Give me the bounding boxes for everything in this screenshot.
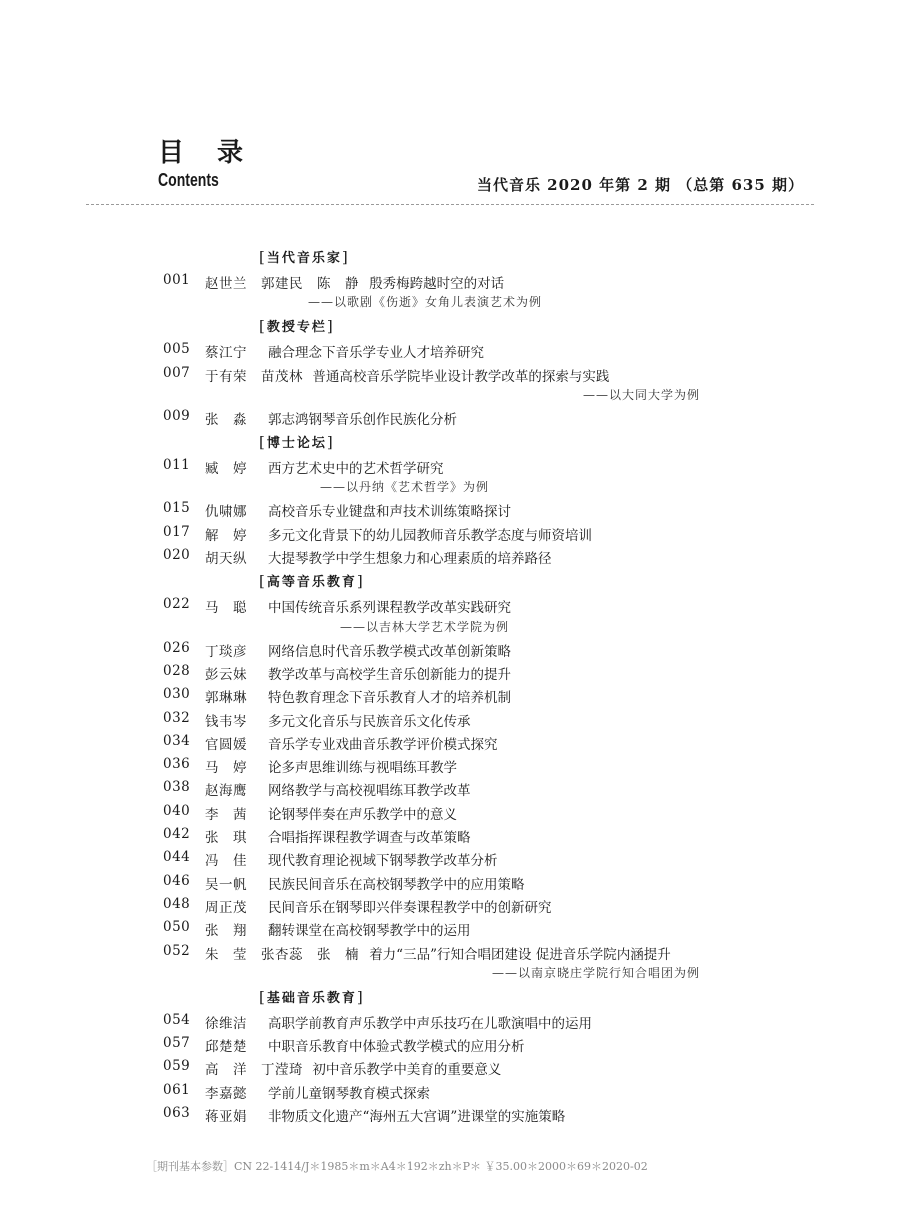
toc-entry [0, 1102, 900, 1125]
toc-entry [0, 916, 900, 939]
toc-entry [0, 1032, 900, 1055]
entry-subtitle: ——以南京晓庄学院行知合唱团为例 [491, 965, 700, 980]
entry-title: 论钢琴伴奏在声乐教学中的意义 [268, 806, 457, 823]
section-heading: [博士论坛] [259, 433, 335, 452]
entry-title: 论多声思维训练与视唱练耳教学 [268, 760, 457, 777]
page-number: 005 [163, 341, 191, 358]
page-number: 011 [163, 457, 191, 474]
toc-entry [0, 660, 900, 683]
entry-title: 多元文化背景下的幼儿园教师音乐教学态度与师资培训 [268, 527, 592, 544]
entry-authors: 于有荣 苗茂林 [205, 368, 303, 385]
footer-parameters: ［期刊基本参数］CN 22-1414/J＊1985＊m＊A4＊192＊zh＊P＊ ￥35.00＊2000＊69＊2020-02 [146, 1160, 648, 1173]
section-heading: [当代音乐家] [259, 248, 350, 266]
entry-title: 民族民间音乐在高校钢琴教学中的应用策略 [268, 876, 525, 893]
entry-subtitle: ——以吉林大学艺术学院为例 [340, 619, 510, 634]
toc-entry [0, 405, 900, 428]
entry-title: 融合理念下音乐学专业人才培养研究 [268, 345, 484, 362]
entry-authors: 吴一帆 [205, 876, 247, 893]
page-number: 020 [163, 547, 191, 564]
page-number: 032 [163, 709, 191, 726]
toc-entry [0, 1055, 900, 1078]
entry-title: 网络信息时代音乐教学模式改革创新策略 [268, 643, 511, 660]
toc-entry [0, 753, 900, 776]
entry-title: 普通高校音乐学院毕业设计教学改革的探索与实践 [312, 368, 610, 385]
table-of-contents [0, 247, 900, 1129]
entry-title: 大提琴教学中学生想象力和心理素质的培养路径 [268, 551, 552, 568]
page-number: 001 [163, 272, 191, 288]
entry-title: 中职音乐教育中体验式教学模式的应用分析 [268, 1039, 525, 1056]
page-number: 063 [163, 1105, 191, 1122]
entry-authors: 解 婷 [205, 527, 247, 544]
entry-authors: 冯 佳 [205, 853, 247, 870]
page-number: 038 [163, 779, 191, 796]
entry-title: 现代教育理论视域下钢琴教学改革分析 [268, 853, 498, 870]
toc-entry [0, 707, 900, 730]
toc-entry [0, 870, 900, 893]
entry-authors: 李嘉懿 [205, 1085, 247, 1102]
entry-subtitle: ——以歌剧《伤逝》女角儿表演艺术为例 [308, 295, 543, 310]
entry-title: 高职学前教育声乐教学中声乐技巧在儿歌演唱中的运用 [268, 1015, 592, 1032]
entry-subtitle-row [0, 292, 900, 312]
toc-entry [0, 893, 900, 916]
page-number: 048 [163, 895, 191, 912]
page-number: 007 [163, 364, 191, 381]
entry-authors: 郭琳琳 [205, 690, 247, 707]
entry-title: 多元文化音乐与民族音乐文化传承 [268, 713, 471, 730]
page-number: 036 [163, 756, 191, 773]
entry-authors: 高 洋 丁滢琦 [205, 1062, 303, 1079]
entry-subtitle: ——以大同大学为例 [582, 387, 700, 402]
entry-title: 非物质文化遗产“海州五大宫调”进课堂的实施策略 [268, 1109, 566, 1126]
entry-title: 翻转课堂在高校钢琴教学中的运用 [268, 923, 471, 940]
toc-entry [0, 800, 900, 823]
page-title-en: Contents [158, 170, 219, 190]
entry-title: 特色教育理念下音乐教育人才的培养机制 [268, 690, 511, 707]
page-number: 034 [163, 732, 191, 749]
entry-authors: 马 婷 [205, 760, 247, 777]
entry-title: 教学改革与高校学生音乐创新能力的提升 [268, 666, 511, 683]
toc-entry [0, 846, 900, 869]
entry-title: 西方艺术史中的艺术哲学研究 [268, 461, 444, 478]
entry-title: 网络教学与高校视唱练耳教学改革 [268, 783, 471, 800]
section-name: 高等音乐教育 [266, 575, 357, 591]
page-number: 022 [163, 596, 191, 613]
toc-entry [0, 776, 900, 799]
entry-authors: 张 淼 [205, 411, 247, 428]
entry-authors: 马 聪 [205, 600, 247, 617]
page-number: 044 [163, 849, 191, 866]
page-title: 目 录 [158, 138, 256, 168]
page-number: 030 [163, 686, 191, 703]
entry-authors: 彭云妹 [205, 666, 247, 683]
page-number: 059 [163, 1058, 191, 1075]
toc-entry [0, 338, 900, 361]
entry-authors: 胡天纵 [205, 551, 247, 568]
page-number: 052 [163, 942, 191, 959]
entry-title: 着力“三品”行知合唱团建设 促进音乐学院内涵提升 [369, 946, 671, 963]
issue-info: 当代音乐 2020 年第 2 期 （总第 635 期） [476, 176, 804, 194]
entry-authors: 朱 莹 张杏蕊 张 楠 [205, 946, 359, 963]
toc-entry [0, 497, 900, 520]
entry-authors: 蔡江宁 [205, 345, 247, 362]
page-number: 009 [163, 407, 191, 424]
entry-authors: 周正茂 [205, 899, 247, 916]
entry-title: 高校音乐专业键盘和声技术训练策略探讨 [268, 504, 511, 521]
entry-title: 初中音乐教学中美育的重要意义 [312, 1062, 502, 1079]
entry-authors: 钱韦岑 [205, 713, 247, 730]
toc-entry [0, 823, 900, 846]
entry-authors: 臧 婷 [205, 461, 247, 478]
section-name: 基础音乐教育 [266, 990, 357, 1006]
entry-title: 郭志鸿钢琴音乐创作民族化分析 [268, 411, 457, 428]
toc-entry [0, 1009, 900, 1032]
toc-entry [0, 730, 900, 753]
entry-authors: 赵世兰 郭建民 陈 静 [205, 276, 359, 292]
page-number: 040 [163, 802, 191, 819]
page-number: 057 [163, 1035, 191, 1052]
entry-authors: 丁琰彦 [205, 643, 247, 660]
page-number: 050 [163, 919, 191, 936]
section-name: 教授专栏 [266, 320, 327, 336]
entry-authors: 徐维洁 [205, 1015, 247, 1032]
entry-subtitle-row [0, 477, 900, 497]
page-number: 061 [163, 1081, 191, 1098]
section-name: 博士论坛 [266, 436, 327, 452]
entry-authors: 赵海鹰 [205, 783, 247, 800]
toc-entry [0, 683, 900, 706]
entry-subtitle-row [0, 385, 900, 405]
toc-entry [0, 637, 900, 660]
toc-entry [0, 454, 900, 477]
page-number: 026 [163, 639, 191, 656]
entry-title: 殷秀梅跨越时空的对话 [369, 276, 505, 292]
page-number: 017 [163, 523, 191, 540]
entry-subtitle-row [0, 963, 900, 983]
entry-authors: 官圆媛 [205, 736, 247, 753]
toc-entry [0, 269, 900, 292]
entry-title: 民间音乐在钢琴即兴伴奏课程教学中的创新研究 [268, 899, 552, 916]
section-name: 当代音乐家 [266, 251, 342, 266]
entry-title: 中国传统音乐系列课程教学改革实践研究 [268, 600, 511, 617]
entry-authors: 张 翔 [205, 923, 247, 940]
toc-entry [0, 544, 900, 567]
page-number: 028 [163, 662, 191, 679]
toc-entry [0, 521, 900, 544]
entry-title: 音乐学专业戏曲音乐教学评价模式探究 [268, 736, 498, 753]
entry-authors: 邱楚楚 [205, 1039, 247, 1056]
toc-entry [0, 593, 900, 616]
page-number: 054 [163, 1011, 191, 1028]
header-divider [86, 204, 814, 205]
entry-subtitle-row [0, 617, 900, 637]
toc-entry [0, 362, 900, 385]
entry-authors: 蒋亚娟 [205, 1109, 247, 1126]
page-number: 046 [163, 872, 191, 889]
entry-title: 学前儿童钢琴教育模式探索 [268, 1085, 430, 1102]
page-number: 042 [163, 826, 191, 843]
section-heading: [教授专栏] [259, 317, 335, 336]
section-heading: [基础音乐教育] [259, 987, 365, 1006]
page-number: 015 [163, 500, 191, 517]
entry-authors: 张 琪 [205, 830, 247, 847]
entry-title: 合唱指挥课程教学调查与改革策略 [268, 830, 471, 847]
section-heading: [高等音乐教育] [259, 572, 365, 591]
toc-entry [0, 940, 900, 963]
entry-authors: 仇啸娜 [205, 504, 247, 521]
entry-subtitle: ——以丹纳《艺术哲学》为例 [320, 480, 490, 495]
entry-authors: 李 茜 [205, 806, 247, 823]
toc-entry [0, 1079, 900, 1102]
